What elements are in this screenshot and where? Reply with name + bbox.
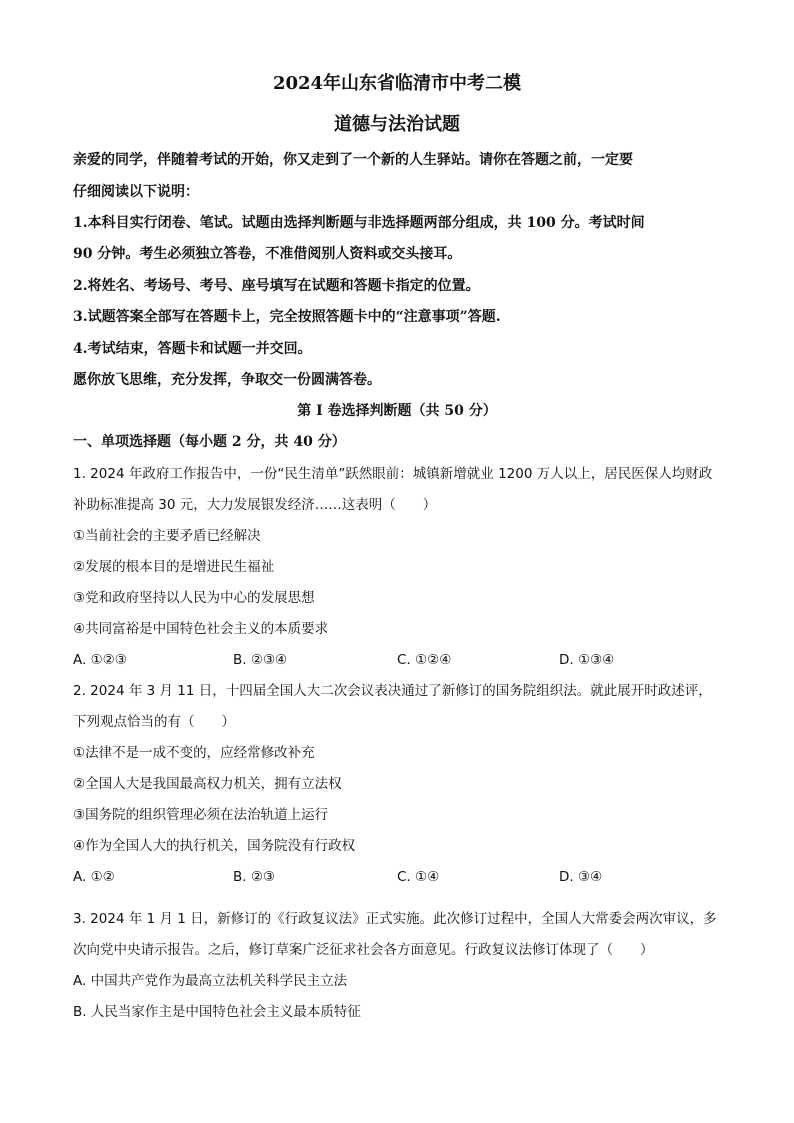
question-2-item-4: ④作为全国人大的执行机关，国务院没有行政权 [73, 838, 356, 854]
question-2-stem-line-1: 2. 2024 年 3 月 11 日，十四届全国人大二次会议表决通过了新修订的国务院组织法。就此展开时政述评， [73, 683, 712, 699]
question-1-option-c[interactable]: C. ①②④ [397, 652, 452, 668]
intro-line-2: 仔细阅读以下说明： [73, 184, 199, 200]
question-3-option-b[interactable]: B. 人民当家作主是中国特色社会主义最本质特征 [73, 1004, 361, 1020]
question-1-item-1: ①当前社会的主要矛盾已经解决 [73, 528, 261, 544]
exam-subtitle: 道德与法治试题 [334, 114, 460, 135]
question-1-stem-line-2: 补助标准提高 30 元，大力发展银发经济……这表明（ ） [73, 497, 437, 513]
rule-3: 3.试题答案全部写在答题卡上，完全按照答题卡中的“注意事项”答题. [73, 309, 501, 325]
question-2-option-c[interactable]: C. ①④ [397, 869, 440, 885]
part-heading: 一、单项选择题（每小题 2 分，共 40 分） [73, 434, 346, 450]
rule-1-line-1: 1.本科目实行闭卷、笔试。试题由选择判断题与非选择题两部分组成，共 100 分。考试时间 [73, 215, 645, 231]
question-1-options [73, 650, 733, 670]
question-2-option-b[interactable]: B. ②③ [233, 869, 276, 885]
question-2-options [73, 867, 733, 887]
exam-title: 2024年山东省临清市中考二模 [272, 73, 522, 94]
question-1-item-3: ③党和政府坚持以人民为中心的发展思想 [73, 590, 315, 606]
rule-1-line-2: 90 分钟。考生必须独立答卷，不准借阅别人资料或交头接耳。 [73, 246, 462, 262]
question-2-item-2: ②全国人大是我国最高权力机关，拥有立法权 [73, 776, 342, 792]
rule-4: 4.考试结束，答题卡和试题一并交回。 [73, 341, 312, 357]
intro-line-1: 亲爱的同学，伴随着考试的开始，你又走到了一个新的人生驿站。请你在答题之前，一定要 [73, 152, 633, 168]
question-1-item-2: ②发展的根本目的是增进民生福祉 [73, 559, 275, 575]
question-2-option-d[interactable]: D. ③④ [559, 869, 603, 885]
closing-wish: 愿你放飞思维，充分发挥，争取交一份圆满答卷。 [73, 372, 381, 388]
question-1-option-d[interactable]: D. ①③④ [559, 652, 615, 668]
question-2-stem-line-2: 下列观点恰当的有（ ） [73, 714, 235, 730]
question-1-item-4: ④共同富裕是中国特色社会主义的本质要求 [73, 621, 329, 637]
question-1-stem-line-1: 1. 2024 年政府工作报告中，一份“民生清单”跃然眼前：城镇新增就业 1200 万人以上，居民医保人均财政 [73, 466, 713, 482]
question-1-option-b[interactable]: B. ②③④ [233, 652, 288, 668]
question-3-stem-line-2: 次向党中央请示报告。之后，修订草案广泛征求社会各方面意见。行政复议法修订体现了（ ） [73, 942, 654, 958]
question-2-item-3: ③国务院的组织管理必须在法治轨道上运行 [73, 807, 329, 823]
question-3-stem-line-1: 3. 2024 年 1 月 1 日，新修订的《行政复议法》正式实施。此次修订过程中，全国人大常委会两次审议，多 [73, 911, 717, 927]
rule-2: 2.将姓名、考场号、考号、座号填写在试题和答题卡指定的位置。 [73, 278, 480, 294]
section-title: 第 I 卷选择判断题（共 50 分） [297, 403, 497, 419]
question-2-item-1: ①法律不是一成不变的，应经常修改补充 [73, 745, 315, 761]
question-3-option-a[interactable]: A. 中国共产党作为最高立法机关科学民主立法 [73, 973, 348, 989]
question-2-option-a[interactable]: A. ①② [73, 869, 115, 885]
question-1-option-a[interactable]: A. ①②③ [73, 652, 127, 668]
